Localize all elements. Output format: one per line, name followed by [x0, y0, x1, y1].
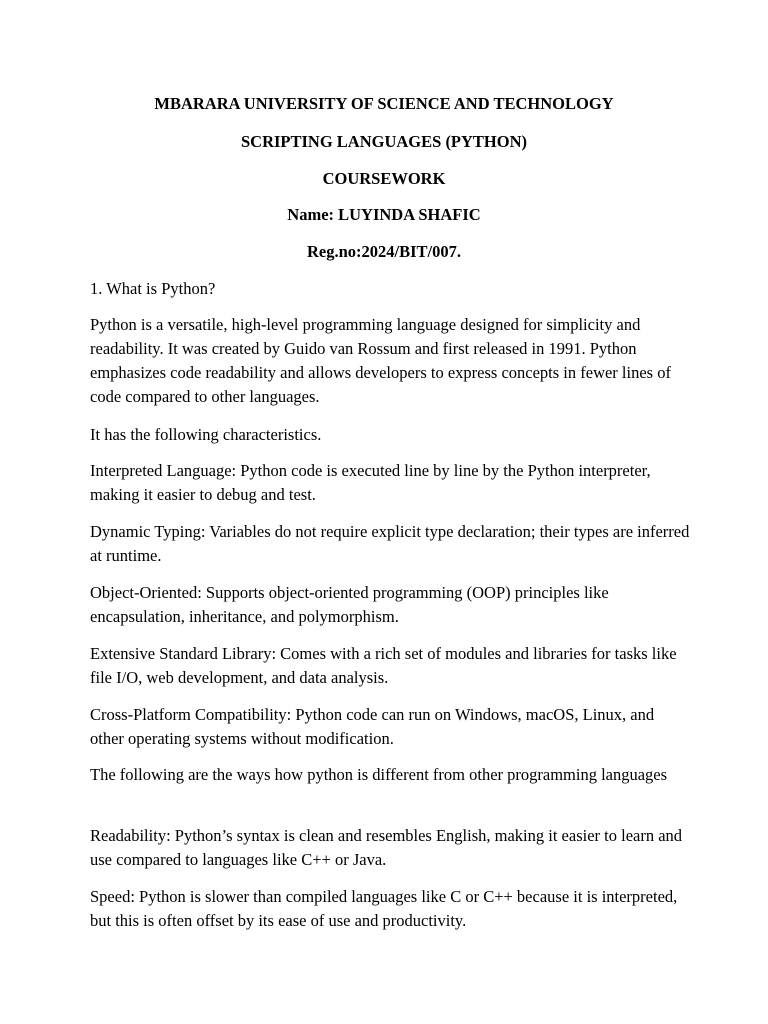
question-heading: 1. What is Python? — [90, 279, 216, 298]
differences-intro: The following are the ways how python is different from other programming languages — [90, 765, 668, 784]
intro-paragraph: Python is a versatile, high-level programming language designed for simplicity and readability. It was created by Guido van Rossum and first released in 1991. Python emphasizes code readability and allows developers to express concepts in fewer lines of code compared to other languages. — [90, 315, 671, 406]
characteristic-cross-platform: Cross-Platform Compatibility: Python code can run on Windows, macOS, Linux, and other operating systems without modification. — [90, 705, 655, 748]
difference-speed: Speed: Python is slower than compiled languages like C or C++ because it is interpreted, but this is often offset by its ease of use and productivity. — [90, 887, 678, 930]
course-title: SCRIPTING LANGUAGES (PYTHON) — [240, 132, 528, 151]
difference-readability: Readability: Python’s syntax is clean and resembles English, making it easier to learn and use compared to languages like C++ or Java. — [90, 826, 683, 869]
student-name: Name: LUYINDA SHAFIC — [287, 205, 481, 224]
registration-number: Reg.no:2024/BIT/007. — [306, 242, 461, 261]
characteristic-object-oriented: Object-Oriented: Supports object-oriented programming (OOP) principles like encapsulation, inheritance, and polymorphism. — [90, 583, 609, 626]
characteristic-standard-library: Extensive Standard Library: Comes with a rich set of modules and libraries for tasks like file I/O, web development, and data analysis. — [90, 644, 677, 687]
characteristics-intro: It has the following characteristics. — [90, 425, 322, 444]
university-title: MBARARA UNIVERSITY OF SCIENCE AND TECHNOLOGY — [154, 94, 614, 113]
coursework-title: COURSEWORK — [322, 169, 446, 188]
characteristic-dynamic-typing: Dynamic Typing: Variables do not require explicit type declaration; their types are inferred at runtime. — [90, 522, 690, 565]
characteristic-interpreted: Interpreted Language: Python code is executed line by line by the Python interpreter, making it easier to debug and test. — [90, 461, 651, 504]
